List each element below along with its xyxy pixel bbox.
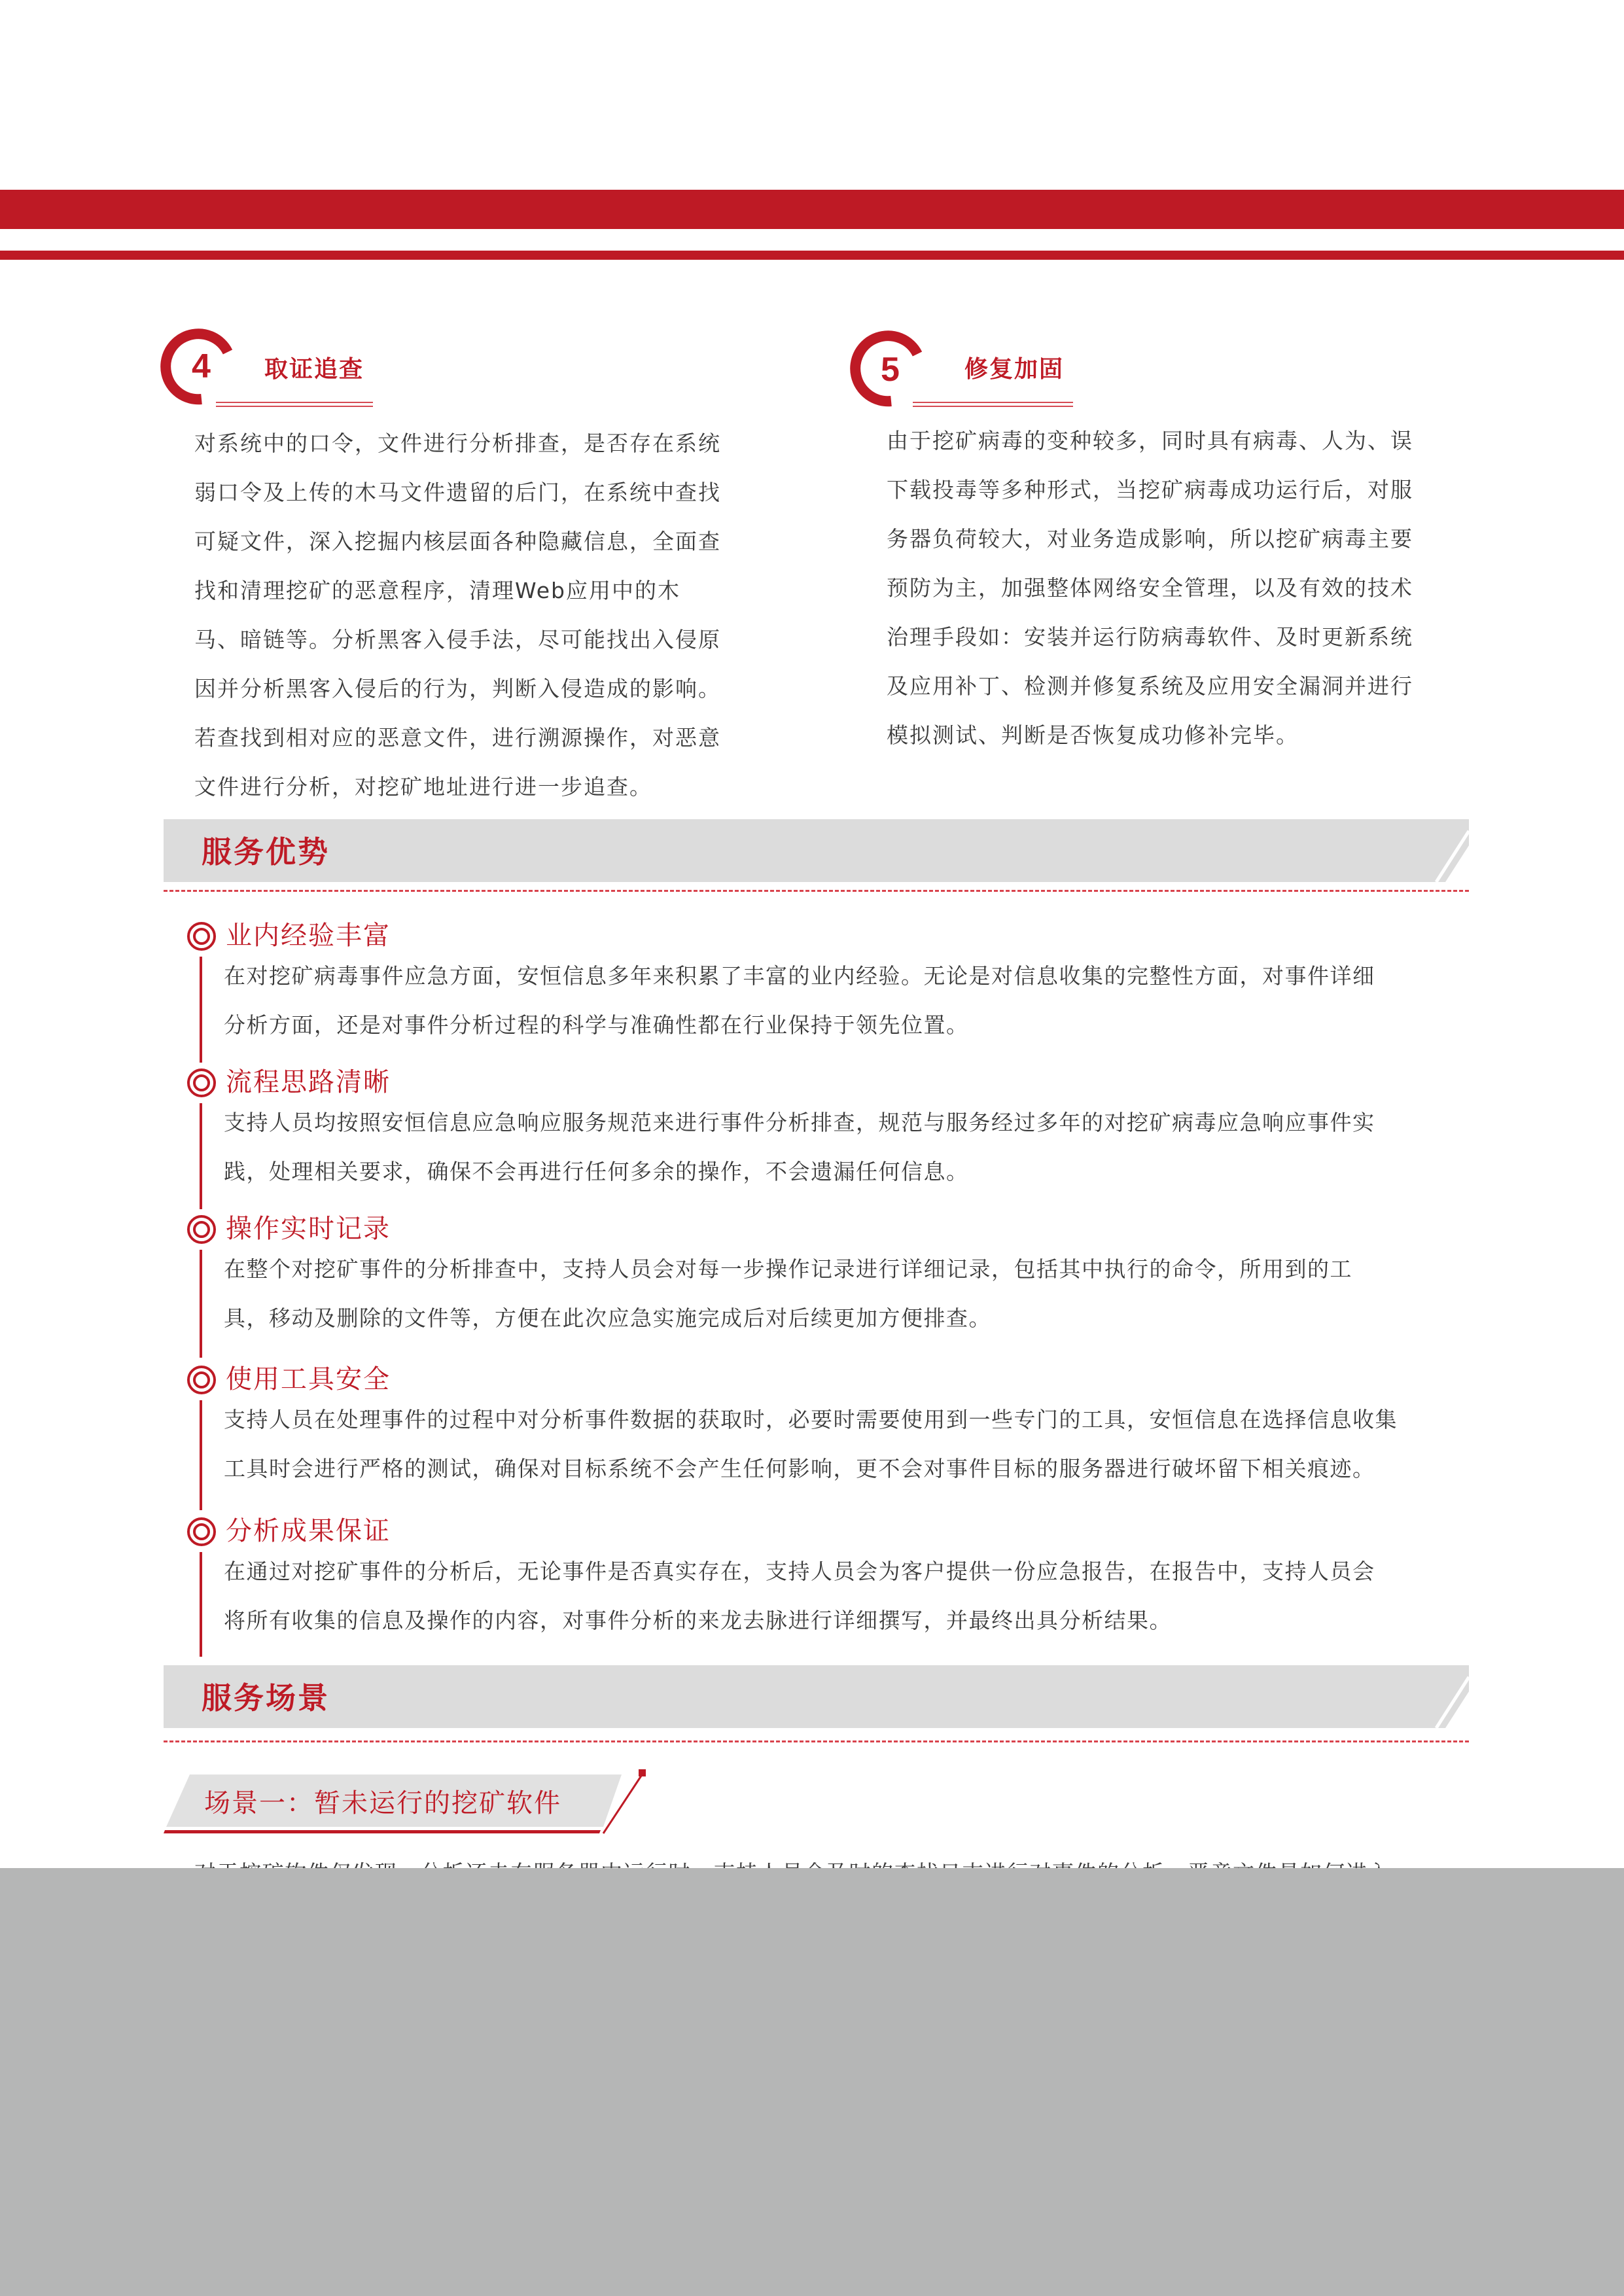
scene-text xyxy=(194,1848,1470,1868)
scene-title: 场景一：暂未运行的挖矿软件 xyxy=(204,1788,561,1818)
bottom-gray-overlay xyxy=(0,1868,1624,2296)
section-divider xyxy=(164,1740,1469,1742)
step-title: 修复加固 xyxy=(964,356,1065,383)
advantage-text: 在整个对挖矿事件的分析排查中，支持人员会对每一步操作记录进行详细记录，包括其中执行的命令，所用到的工 具，移动及删除的文件等，方便在此次应急实施完成后对后续更加方便排查。 xyxy=(224,1256,1352,1331)
section-divider xyxy=(164,890,1469,892)
section-header-advantages xyxy=(164,819,1469,882)
advantage-title: 业内经验丰富 xyxy=(226,921,391,951)
scene-tab xyxy=(164,1768,661,1840)
advantage-title: 流程思路清晰 xyxy=(226,1067,391,1097)
section-corner-slash-icon xyxy=(1423,819,1469,882)
advantage-rule xyxy=(200,957,202,1063)
section-header-scenarios xyxy=(164,1665,1469,1728)
advantage-text: 在对挖矿病毒事件应急方面，安恒信息多年来积累了丰富的业内经验。无论是对信息收集的完整性方面，对事件详细 分析方面，还是对事件分析过程的科学与准确性都在行业保持于领先位置。 xyxy=(224,963,1375,1038)
advantage-text: 支持人员在处理事件的过程中对分析事件数据的获取时，必要时需要使用到一些专门的工具，安恒信息在选择信息收集 工具时会进行严格的测试，确保对目标系统不会产生任何影响，更不会对事件目标的服务器进行破坏留下相关痕迹。 xyxy=(224,1407,1398,1481)
header-band-thin xyxy=(0,251,1624,260)
advantage-title: 操作实时记录 xyxy=(226,1214,391,1244)
target-circle-icon xyxy=(186,1365,217,1395)
step-title-underline xyxy=(216,402,373,407)
step-body: 对系统中的口令，文件进行分析排查，是否存在系统 弱口令及上传的木马文件遗留的后门，在系统中查找 可疑文件，深入挖掘内核层面各种隐藏信息，全面查 找和清理挖矿的恶意程序，清理Web应用中的木 马、暗链等。分析黑客入侵手法，尽可能找出入侵原 因并分析黑客入侵后的行为，判断入侵造成的影响。 若查找到相对应的恶意文件，进行溯源操作，对恶意 文件进行分析，对挖矿地址进行进一步追查。 xyxy=(194,431,721,800)
target-circle-icon xyxy=(186,1517,217,1547)
section-corner-slash-icon xyxy=(1423,1665,1469,1728)
target-circle-icon xyxy=(186,921,217,951)
step-body: 由于挖矿病毒的变种较多，同时具有病毒、人为、误 下载投毒等多种形式，当挖矿病毒成功运行后，对服 务器负荷较大，对业务造成影响，所以挖矿病毒主要 预防为主，加强整体网络安全管理，以及有效的技术 治理手段如：安装并运行防病毒软件、及时更新系统 及应用补丁、检测并修复系统及应用安全漏洞并进行 模拟测试、判断是否恢复成功修补完毕。 xyxy=(887,428,1413,748)
target-circle-icon xyxy=(186,1068,217,1098)
advantage-rule xyxy=(200,1552,202,1657)
advantage-text: 在通过对挖矿事件的分析后，无论事件是否真实存在，支持人员会为客户提供一份应急报告，在报告中，支持人员会 将所有收集的信息及操作的内容，对事件分析的来龙去脉进行详细撰写，并最终出具分析结果。 xyxy=(224,1559,1375,1633)
step-title-underline xyxy=(913,402,1073,407)
step-title: 取证追查 xyxy=(264,356,364,383)
advantage-text: 支持人员均按照安恒信息应急响应服务规范来进行事件分析排查，规范与服务经过多年的对挖矿病毒应急响应事件实 践，处理相关要求，确保不会再进行任何多余的操作，不会遗漏任何信息。 xyxy=(224,1110,1375,1184)
advantage-title: 分析成果保证 xyxy=(226,1516,391,1546)
advantage-rule xyxy=(200,1103,202,1209)
step-number: 4 xyxy=(192,347,211,385)
advantage-title: 使用工具安全 xyxy=(226,1364,391,1394)
target-circle-icon xyxy=(186,1214,217,1245)
step-number: 5 xyxy=(881,351,900,389)
section-title: 服务场景 xyxy=(202,1680,330,1716)
advantage-rule xyxy=(200,1250,202,1358)
advantage-rule xyxy=(200,1400,202,1510)
section-title: 服务优势 xyxy=(202,834,330,870)
header-band-thick xyxy=(0,190,1624,229)
